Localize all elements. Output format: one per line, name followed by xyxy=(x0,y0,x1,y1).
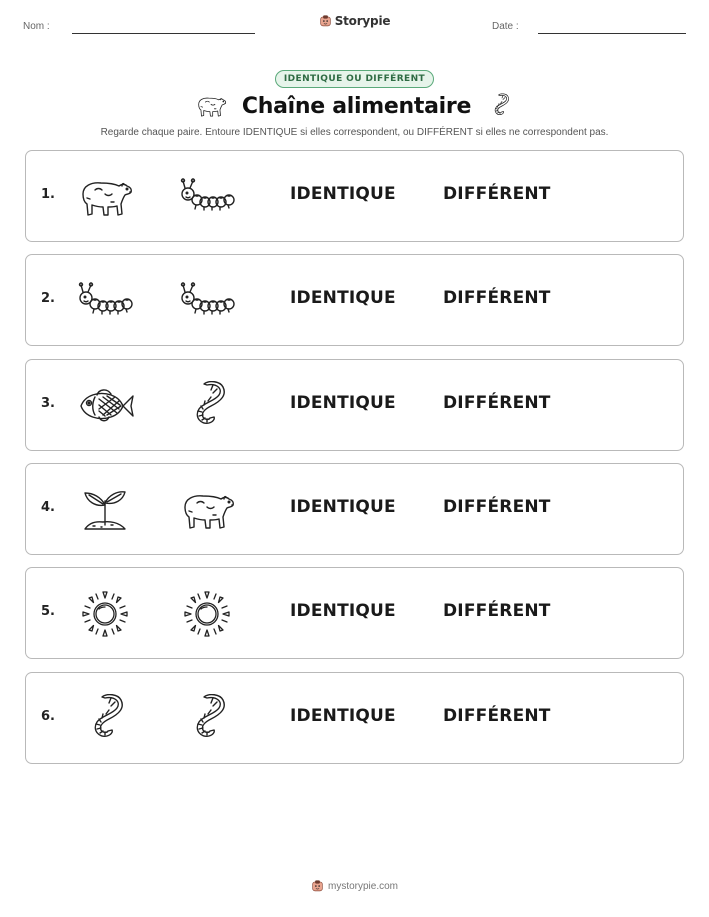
identique-option[interactable]: IDENTIQUE xyxy=(290,497,396,517)
title-row xyxy=(0,88,709,124)
polar-bear-icon xyxy=(74,167,136,227)
row-number: 6. xyxy=(41,709,55,724)
date-label: Date : xyxy=(492,21,519,32)
brand-name: Storypie xyxy=(334,14,391,28)
badge-wrap xyxy=(0,66,709,88)
exercise-row xyxy=(25,254,684,346)
identique-option[interactable]: IDENTIQUE xyxy=(290,706,396,726)
name-line[interactable] xyxy=(72,33,255,34)
instructions: Regarde chaque paire. Entoure IDENTIQUE si elles correspondent, ou DIFFÉRENT si elles ne correspondent pas. xyxy=(100,127,609,138)
identique-option[interactable]: IDENTIQUE xyxy=(290,393,396,413)
storypie-logo-icon xyxy=(319,14,332,28)
page-title: Chaîne alimentaire xyxy=(241,93,472,119)
brand xyxy=(0,13,709,32)
name-label: Nom : xyxy=(23,21,50,32)
row-number: 2. xyxy=(41,291,55,306)
row-number: 3. xyxy=(41,396,55,411)
worm-icon xyxy=(176,689,238,749)
identique-option[interactable]: IDENTIQUE xyxy=(290,601,396,621)
worm-icon xyxy=(176,376,238,436)
storypie-logo-icon xyxy=(311,879,324,893)
polar-bear-icon xyxy=(194,92,228,120)
exercise-row xyxy=(25,150,684,242)
date-line[interactable] xyxy=(538,33,686,34)
identique-option[interactable]: IDENTIQUE xyxy=(290,288,396,308)
exercise-row xyxy=(25,463,684,555)
footer xyxy=(0,879,709,893)
caterpillar-icon xyxy=(176,271,238,331)
sun-icon xyxy=(176,584,238,644)
different-option[interactable]: DIFFÉRENT xyxy=(443,497,551,517)
caterpillar-icon xyxy=(176,167,238,227)
different-option[interactable]: DIFFÉRENT xyxy=(443,393,551,413)
identique-option[interactable]: IDENTIQUE xyxy=(290,184,396,204)
caterpillar-icon xyxy=(74,271,136,331)
row-number: 1. xyxy=(41,187,55,202)
different-option[interactable]: DIFFÉRENT xyxy=(443,288,551,308)
different-option[interactable]: DIFFÉRENT xyxy=(443,184,551,204)
sun-icon xyxy=(74,584,136,644)
fish-icon xyxy=(74,376,136,436)
different-option[interactable]: DIFFÉRENT xyxy=(443,601,551,621)
row-number: 5. xyxy=(41,604,55,619)
sprout-icon xyxy=(74,480,136,540)
worm-icon xyxy=(485,91,515,121)
footer-url: mystorypie.com xyxy=(327,880,398,892)
row-number: 4. xyxy=(41,500,55,515)
exercise-row xyxy=(25,672,684,764)
exercise-row xyxy=(25,567,684,659)
exercise-row xyxy=(25,359,684,451)
polar-bear-icon xyxy=(176,480,238,540)
worm-icon xyxy=(74,689,136,749)
different-option[interactable]: DIFFÉRENT xyxy=(443,706,551,726)
worksheet-type-badge: IDENTIQUE OU DIFFÉRENT xyxy=(275,70,434,88)
